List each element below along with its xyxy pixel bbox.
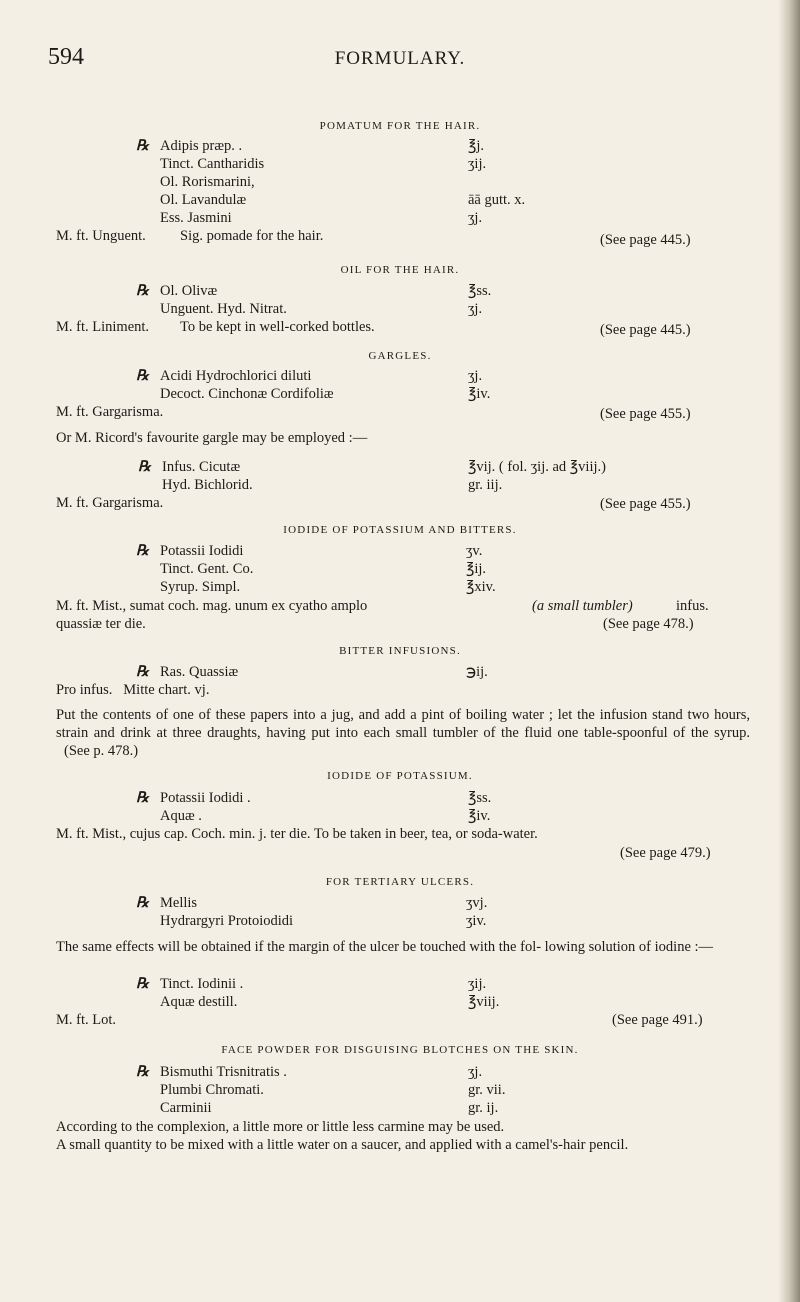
ulcer-paragraph: The same effects will be obtained if the margin of the ulcer be touched with the fol- lowing solution of iodine :— xyxy=(56,939,714,955)
section-title-gargles: GARGLES. xyxy=(368,350,432,362)
ingredient-qty: ʒv. xyxy=(466,543,483,559)
ingredient-qty: ℈ij. xyxy=(466,664,488,680)
ingredient-qty: gr. vii. xyxy=(468,1082,506,1098)
direction: To be kept in well-corked bottles. xyxy=(180,319,375,335)
direction-prefix: M. ft. Gargarisma. xyxy=(56,495,164,511)
ingredient-qty: ʒiv. xyxy=(466,913,487,929)
ingredient-name: Tinct. Iodinii . xyxy=(160,976,244,992)
see-page-ref: (See page 455.) xyxy=(600,496,691,512)
ingredient-qty: ℥iv. xyxy=(468,386,491,402)
rx-symbol: ℞ xyxy=(136,138,149,154)
rx-symbol: ℞ xyxy=(138,459,151,475)
direction-prefix: M. ft. Liniment. xyxy=(56,319,150,335)
see-page-ref: (See page 479.) xyxy=(620,845,711,861)
section-title-pomatum: POMATUM FOR THE HAIR. xyxy=(319,120,481,132)
alternative-intro: Or M. Ricord's favourite gargle may be employed :— xyxy=(56,430,368,446)
ingredient-name: Potassii Iodidi . xyxy=(160,790,251,806)
ingredient-qty: ℥vij. ( fol. ʒij. ad ℥viij.) xyxy=(468,459,606,475)
rx-symbol: ℞ xyxy=(136,664,149,680)
section-title-ulcers: FOR TERTIARY ULCERS. xyxy=(325,876,475,888)
direction: Sig. pomade for the hair. xyxy=(180,228,324,244)
page-number: 594 xyxy=(48,44,84,70)
ingredient-name: Aquæ destill. xyxy=(160,994,238,1010)
ingredient-qty: ℥j. xyxy=(468,138,485,154)
ingredient-qty: ℥ss. xyxy=(468,283,492,299)
rx-symbol: ℞ xyxy=(136,368,149,384)
direction: M. ft. Mist., sumat coch. mag. unum ex cyatho amplo xyxy=(56,598,368,614)
direction-prefix: M. ft. Lot. xyxy=(56,1012,117,1028)
section-title-bitter-infusions: BITTER INFUSIONS. xyxy=(339,645,461,657)
ingredient-name: Hydrargyri Protoiodidi xyxy=(160,913,294,929)
face-powder-paragraph-2: A small quantity to be mixed with a little water on a saucer, and applied with a camel's-hair pencil. xyxy=(56,1137,629,1153)
direction-prefix: M. ft. Unguent. xyxy=(56,228,146,244)
ingredient-qty: ʒvj. xyxy=(466,895,488,911)
ingredient-qty: ℥ij. xyxy=(466,561,487,577)
ingredient-qty: ℥viij. xyxy=(468,994,500,1010)
ingredient-name: Tinct. Gent. Co. xyxy=(160,561,254,577)
see-page-ref: (See p. 478.) xyxy=(64,743,139,759)
rx-symbol: ℞ xyxy=(136,1064,149,1080)
ingredient-qty: gr. ij. xyxy=(468,1100,499,1116)
ingredient-name: Ol. Olivæ xyxy=(160,283,218,299)
running-head: FORMULARY. xyxy=(334,48,466,69)
direction: Pro infus. Mitte chart. vj. xyxy=(56,682,210,698)
ingredient-name: Unguent. Hyd. Nitrat. xyxy=(160,301,287,317)
ingredient-name: Hyd. Bichlorid. xyxy=(162,477,253,493)
ingredient-name: Syrup. Simpl. xyxy=(160,579,241,595)
instructions-text: Put the contents of one of these papers into a jug, and add a pint of boiling water ; let the infusion stand two hours, strain and drink at three draughts, having put into each small tumbler of the fluid one table-spoonful of the syrup. xyxy=(56,707,750,741)
ingredient-qty: ℥iv. xyxy=(468,808,491,824)
ingredient-qty: ʒj. xyxy=(468,1064,483,1080)
page-header xyxy=(0,44,800,74)
ingredient-name: Infus. Cicutæ xyxy=(162,459,241,475)
see-page-ref: (See page 445.) xyxy=(600,232,691,248)
direction: quassiæ ter die. xyxy=(56,616,146,632)
see-page-ref: (See page 445.) xyxy=(600,322,691,338)
ingredient-name: Ras. Quassiæ xyxy=(160,664,239,680)
section-title-iodide-bitters: IODIDE OF POTASSIUM AND BITTERS. xyxy=(283,524,517,536)
rx-symbol: ℞ xyxy=(136,976,149,992)
ingredient-name: Potassii Iodidi xyxy=(160,543,244,559)
see-page-ref: (See page 491.) xyxy=(612,1012,703,1028)
ingredient-qty: gr. iij. xyxy=(468,477,503,493)
ingredient-name: Adipis præp. . xyxy=(160,138,243,154)
ingredient-name: Mellis xyxy=(160,895,198,911)
ingredient-name: Tinct. Cantharidis xyxy=(160,156,265,172)
section-title-iodide: IODIDE OF POTASSIUM. xyxy=(327,770,473,782)
ingredient-name: Ess. Jasmini xyxy=(160,210,232,226)
ingredient-qty: ℥ss. xyxy=(468,790,492,806)
ingredient-qty: āā gutt. x. xyxy=(468,192,526,208)
rx-symbol: ℞ xyxy=(136,283,149,299)
see-page-ref: (See page 478.) xyxy=(603,616,694,632)
instructions-paragraph xyxy=(56,706,750,760)
ingredient-name: Ol. Rorismarini, xyxy=(160,174,255,190)
ingredient-name: Bismuthi Trisnitratis . xyxy=(160,1064,287,1080)
rx-symbol: ℞ xyxy=(136,543,149,559)
rx-symbol: ℞ xyxy=(136,790,149,806)
section-title-oil: OIL FOR THE HAIR. xyxy=(340,264,460,276)
ingredient-qty: ʒj. xyxy=(468,301,483,317)
ingredient-name: Acidi Hydrochlorici diluti xyxy=(160,368,312,384)
face-powder-paragraph-1: According to the complexion, a little more or little less carmine may be used. xyxy=(56,1119,505,1135)
ingredient-qty: ʒj. xyxy=(468,368,483,384)
ingredient-qty: ʒj. xyxy=(468,210,483,226)
ingredient-name: Plumbi Chromati. xyxy=(160,1082,264,1098)
direction: infus. xyxy=(676,598,709,614)
direction: M. ft. Mist., cujus cap. Coch. min. j. ter die. To be taken in beer, tea, or soda-water. xyxy=(56,826,538,842)
ingredient-qty: ʒij. xyxy=(468,976,487,992)
ingredient-qty: ℥xiv. xyxy=(466,579,496,595)
see-page-ref: (See page 455.) xyxy=(600,406,691,422)
section-title-face-powder: FACE POWDER FOR DISGUISING BLOTCHES ON THE SKIN. xyxy=(221,1044,579,1056)
ingredient-name: Aquæ . xyxy=(160,808,202,824)
ingredient-qty: ʒij. xyxy=(468,156,487,172)
rx-symbol: ℞ xyxy=(136,895,149,911)
ingredient-name: Carminii xyxy=(160,1100,212,1116)
direction-prefix: M. ft. Gargarisma. xyxy=(56,404,164,420)
ingredient-name: Decoct. Cinchonæ Cordifoliæ xyxy=(160,386,334,402)
ingredient-name: Ol. Lavandulæ xyxy=(160,192,247,208)
direction-italic: (a small tumbler) xyxy=(532,598,633,614)
